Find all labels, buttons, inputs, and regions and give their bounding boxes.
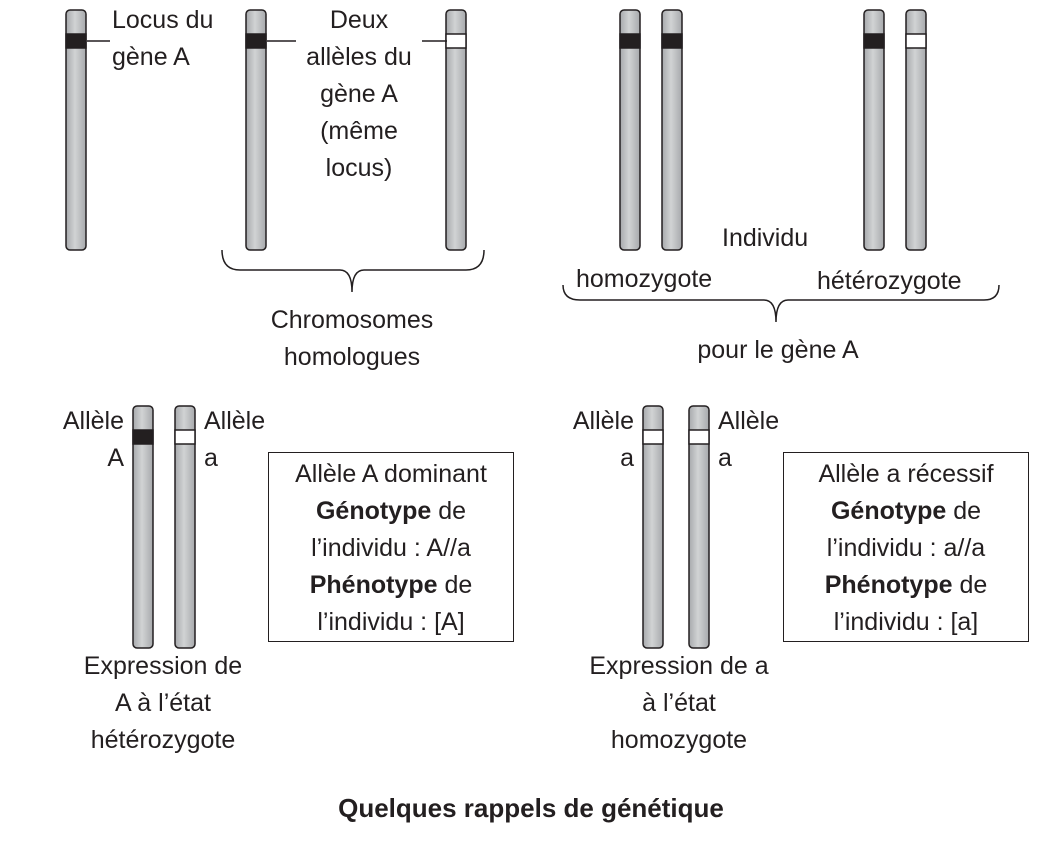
chromosome-homozygote-right — [662, 10, 682, 250]
locus-label: Locus du gène A — [112, 6, 214, 71]
expression-heterozygote-label: Expression de A à l’état hétérozygote — [83, 652, 243, 754]
expression-homozygote-label: Expression de a à l’état homozygote — [589, 652, 769, 754]
allele-band-dominant — [620, 34, 640, 48]
chromosome-heterozygote-left — [864, 10, 884, 250]
allele-a-label-p4-right: Allèle a — [718, 407, 780, 472]
chromosome-panel3-left — [133, 406, 153, 648]
brace-homologues — [222, 250, 484, 292]
gene-a-label: pour le gène A — [697, 336, 859, 364]
allele-band-dominant — [662, 34, 682, 48]
dominant-info-box: Allèle A dominant Génotype de l’individu : A//a Phénotype de l’individu : [A] — [268, 452, 514, 642]
allele-a-label-p4-left: Allèle a — [572, 407, 634, 472]
heterozygote-label: hétérozygote — [817, 267, 962, 295]
individu-label: Individu — [722, 224, 809, 252]
chromosome-panel4-right — [689, 406, 709, 648]
allele-band-dominant — [133, 430, 153, 444]
allele-a-label-p3: Allèle a — [204, 407, 266, 472]
allele-band-recessive — [906, 34, 926, 48]
allele-band-dominant — [246, 34, 266, 48]
homozygote-label: homozygote — [576, 265, 713, 293]
allele-band-recessive — [643, 430, 663, 444]
figure-caption: Quelques rappels de génétique — [338, 793, 724, 823]
chromosome-homolog-left — [246, 10, 266, 250]
allele-band-recessive — [689, 430, 709, 444]
allele-band-recessive — [175, 430, 195, 444]
allele-band-dominant — [66, 34, 86, 48]
chromosome-heterozygote-right — [906, 10, 926, 250]
recessive-info-box: Allèle a récessif Génotype de l’individu : a//a Phénotype de l’individu : [a] — [783, 452, 1029, 642]
chromosome-panel3-right — [175, 406, 195, 648]
allele-band-dominant — [864, 34, 884, 48]
chromosome-homolog-right — [446, 10, 466, 250]
chromosome-homozygote-left — [620, 10, 640, 250]
chromosome-single — [66, 10, 86, 250]
allele-A-label: Allèle A — [62, 407, 124, 472]
chromosome-panel4-left — [643, 406, 663, 648]
allele-band-recessive — [446, 34, 466, 48]
homologues-label: Chromosomes homologues — [270, 306, 434, 371]
alleles-label: Deux allèles du gène A (même locus) — [306, 6, 412, 182]
